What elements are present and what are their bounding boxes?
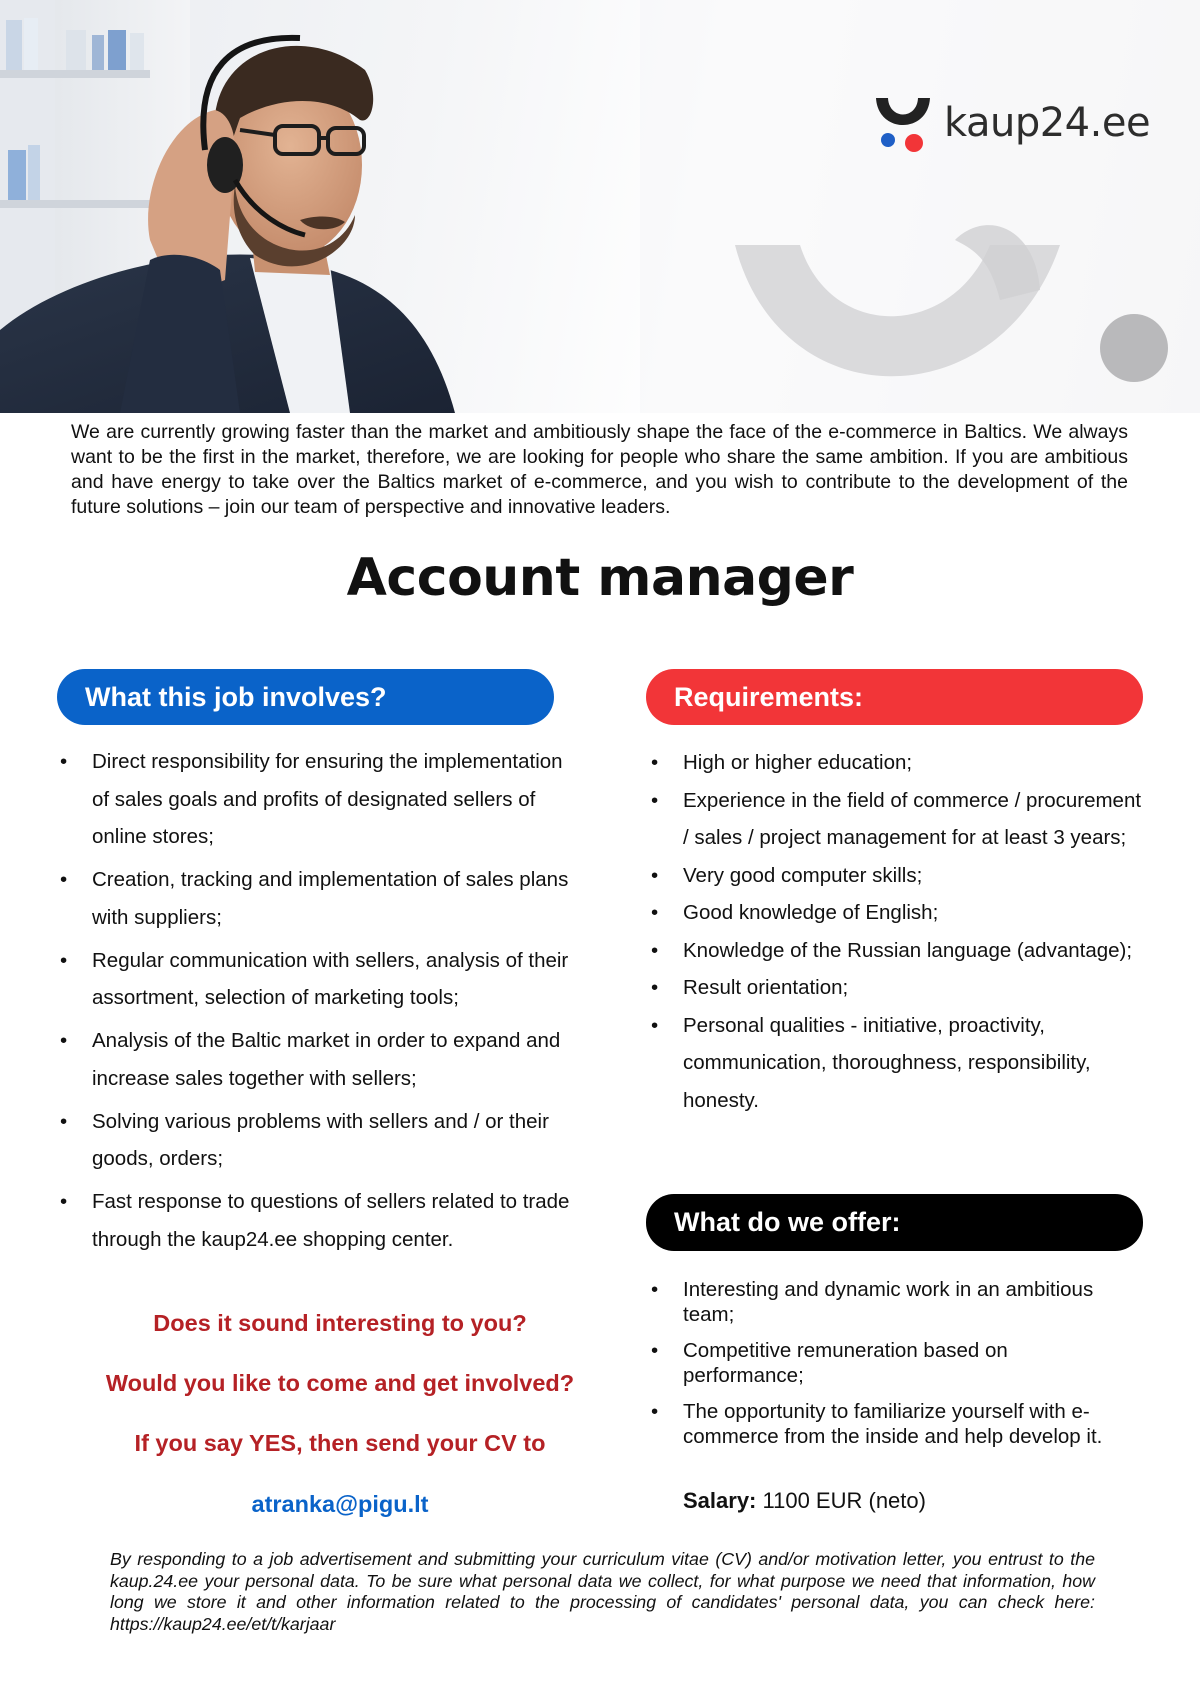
list-item: • High or higher education; [649, 744, 1149, 782]
list-item: • Solving various problems with sellers and / or their goods, orders; [58, 1103, 578, 1178]
requirements-heading: Requirements: [646, 669, 1143, 725]
kaup24-logo-icon [872, 90, 934, 156]
offer-list [649, 1277, 1129, 1460]
cta-question-2: Would you like to come and get involved? [105, 1370, 575, 1396]
involves-list [58, 743, 578, 1264]
salary-label: Salary: [683, 1488, 757, 1513]
list-item: • Very good computer skills; [649, 857, 1149, 895]
list-item: • Knowledge of the Russian language (advantage); [649, 932, 1149, 970]
salary [683, 1488, 926, 1514]
salary-value: 1100 EUR (neto) [762, 1488, 926, 1513]
brand-logo [872, 88, 1150, 158]
list-item: • Regular communication with sellers, analysis of their assortment, selection of marketing tools; [58, 942, 578, 1017]
page-title: Account manager [346, 548, 854, 608]
list-item: • Interesting and dynamic work in an ambitious team; [649, 1277, 1129, 1327]
list-item: • Competitive remuneration based on performance; [649, 1338, 1129, 1388]
offer-heading: What do we offer: [646, 1194, 1143, 1251]
man-with-headset-photo [0, 0, 1200, 413]
contact-email-link[interactable]: atranka@pigu.lt [251, 1491, 429, 1517]
list-item: • Direct responsibility for ensuring the implementation of sales goals and profits of designated sellers of online stores; [58, 743, 578, 856]
list-item: • Creation, tracking and implementation of sales plans with suppliers; [58, 861, 578, 936]
cta-instruction: If you say YES, then send your CV to [134, 1430, 546, 1456]
privacy-disclaimer: By responding to a job advertisement and submitting your curriculum vitae (CV) and/or motivation letter, you entrust to the kaup.24.ee your personal data. To be sure what personal data we collect, for what purpose we need that information, how long we store it and other information related to the processing of candidates' personal data, you can check here: https://kaup24.ee/et/t/karjaar [110, 1549, 1095, 1634]
requirements-list [649, 744, 1149, 1119]
list-item: • Fast response to questions of sellers related to trade through the kaup24.ee shopping center. [58, 1183, 578, 1258]
hero-banner [0, 0, 1200, 413]
list-item: • Analysis of the Baltic market in order to expand and increase sales together with sellers; [58, 1022, 578, 1097]
list-item: • The opportunity to familiarize yourself with e-commerce from the inside and help develop it. [649, 1399, 1129, 1449]
list-item: • Personal qualities - initiative, proactivity, communication, thoroughness, responsibility, honesty. [649, 1007, 1149, 1120]
list-item: • Good knowledge of English; [649, 894, 1149, 932]
intro-paragraph: We are currently growing faster than the market and ambitiously shape the face of the e-commerce in Baltics. We always want to be the first in the market, therefore, we are looking for people who share the same ambition. If you are ambitious and have energy to take over the Baltics market of e-commerce, and you wish to contribute to the development of the future solutions – join our team of perspective and innovative leaders. [71, 421, 1128, 518]
brand-name: kaup24.ee [944, 100, 1151, 146]
cta-question-1: Does it sound interesting to you? [153, 1310, 527, 1336]
involves-heading: What this job involves? [57, 669, 554, 725]
list-item: • Experience in the field of commerce / procurement / sales / project management for at least 3 years; [649, 782, 1149, 857]
list-item: • Result orientation; [649, 969, 1149, 1007]
